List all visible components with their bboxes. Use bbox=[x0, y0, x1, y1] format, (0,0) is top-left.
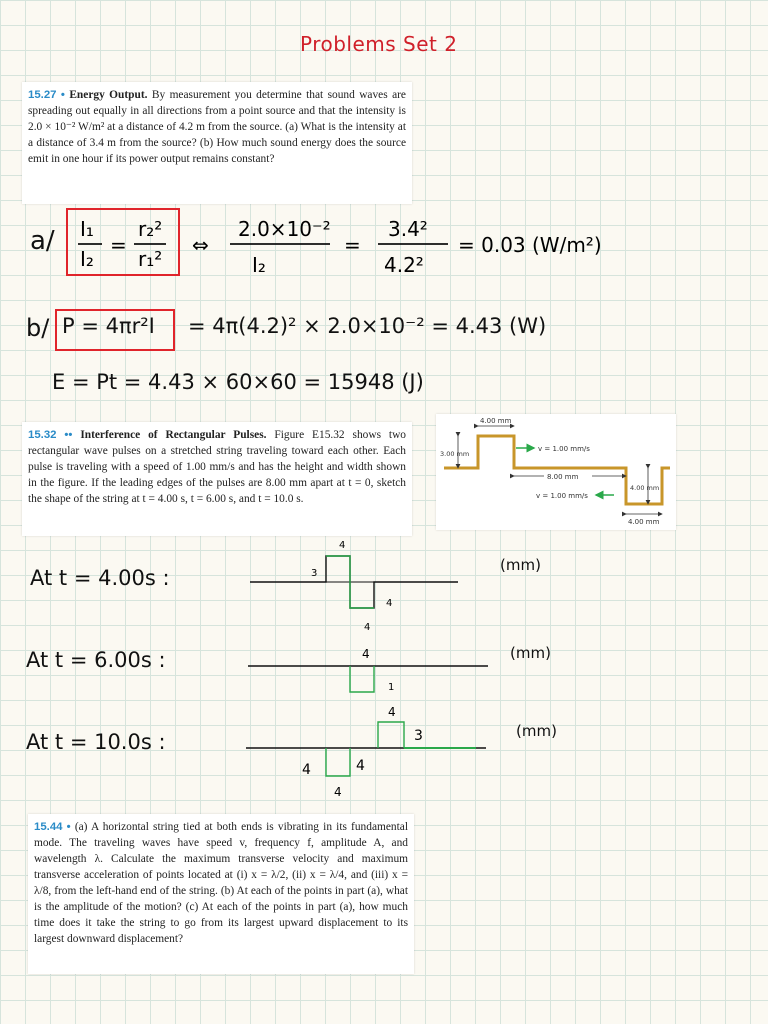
energy-calculation: E = Pt = 4.43 × 60×60 = 15948 (J) bbox=[52, 370, 424, 394]
problem-number: 15.32 bbox=[28, 429, 57, 441]
problem-number: 15.44 bbox=[34, 821, 63, 833]
width-mark: 4 bbox=[364, 622, 371, 633]
height-right-label: 4.00 mm bbox=[630, 484, 660, 492]
equals-sign: = bbox=[110, 233, 127, 257]
numerator-right: 3.4² bbox=[388, 217, 428, 241]
problem-title: Energy Output. bbox=[69, 89, 148, 101]
height-mark: 1 bbox=[388, 682, 395, 693]
height-mark: 4 bbox=[386, 598, 393, 609]
problem-15-32-card bbox=[22, 422, 412, 536]
problem-number: 15.27 bbox=[28, 89, 57, 101]
problem-body: By measurement you determine that sound waves are spreading out equally in all directions from a point source and that the intensity is 2.0 × 10⁻² W/m² at a distance of 4.2 m from the source. (a) What is the intensity at a distance of 3.4 m from the source? (b) How much sound energy does the source emit in one hour if its power output remains constant? bbox=[28, 89, 406, 165]
power-calculation: = 4π(4.2)² × 2.0×10⁻² = 4.43 (W) bbox=[188, 314, 547, 338]
r2-squared-text: r₂² bbox=[138, 217, 163, 241]
sketch-t10-label: At t = 10.0s : bbox=[26, 730, 166, 754]
i2-text: I₂ bbox=[80, 247, 94, 271]
width-mark: 4 bbox=[388, 705, 396, 719]
problem-15-32-text bbox=[28, 427, 406, 507]
figure-e15-32 bbox=[436, 414, 676, 530]
difficulty-bullets: • bbox=[60, 89, 65, 101]
sketch-t10-unit: (mm) bbox=[516, 722, 557, 740]
gap-label: 8.00 mm bbox=[547, 473, 579, 481]
width-top-label: 4.00 mm bbox=[480, 417, 512, 425]
sketch-t4-unit: (mm) bbox=[500, 556, 541, 574]
rectangular-pulses-figure bbox=[436, 414, 676, 530]
equals-sign: = bbox=[344, 233, 361, 257]
sketch-t6-label: At t = 6.00s : bbox=[26, 648, 166, 672]
height-mark: 4 bbox=[302, 762, 311, 778]
problem-body: (a) A horizontal string tied at both ends is vibrating in its fundamental mode. The traveling waves have speed v, frequency f, amplitude A, and wavelength λ. Calculate the maximum transverse velocity and maximum transverse acceleration of points located at (i) x = λ/2, (ii) x = λ/4, and (iii) x = λ/8, from the left-hand end of the string. (b) At each of the points in part (a), what is the amplitude of the motion? (c) At each of the points in part (a), how much time does it take the string to go from its largest upward displacement to its largest downward displacement? bbox=[34, 821, 408, 945]
difficulty-bullets: • bbox=[66, 821, 71, 833]
part-a-result: = 0.03 (W/m²) bbox=[458, 233, 602, 257]
pulse-up bbox=[326, 556, 350, 582]
i1-text: I₁ bbox=[80, 217, 94, 241]
power-formula: P = 4πr²I bbox=[62, 314, 155, 338]
part-a-equation bbox=[0, 200, 768, 290]
problem-15-27-text bbox=[28, 87, 406, 167]
pulse-down bbox=[350, 582, 374, 608]
sketch-t4 bbox=[0, 536, 768, 636]
problem-15-44-text bbox=[34, 819, 408, 947]
denominator-right: 4.2² bbox=[384, 253, 424, 277]
pulse-down bbox=[326, 748, 350, 776]
problem-body: Figure E15.32 shows two rectangular wave pulses on a stretched string traveling toward each other. Each pulse is traveling with a speed of 1.00 mm/s and has the height and width shown in the figure. If the leading edges of the pulses are 8.00 mm apart at t = 0, sketch the shape of the string at t = 4.00 s, t = 6.00 s, and t = 10.0 s. bbox=[28, 429, 406, 505]
sketch-t6-unit: (mm) bbox=[510, 644, 551, 662]
problem-15-27-card bbox=[22, 82, 412, 204]
speed-right-label: v = 1.00 mm/s bbox=[538, 445, 590, 453]
difficulty-bullets: •• bbox=[64, 429, 73, 441]
sketch-t10 bbox=[0, 700, 768, 800]
part-a-label: a/ bbox=[30, 226, 55, 256]
height-left-label: 3.00 mm bbox=[440, 450, 470, 458]
denominator-left: I₂ bbox=[252, 253, 266, 277]
width-mark: 4 bbox=[339, 540, 346, 551]
width-bottom-label: 4.00 mm bbox=[628, 518, 660, 526]
part-b-label: b/ bbox=[26, 314, 50, 342]
height-mark: 3 bbox=[311, 568, 318, 579]
sketch-t4-label: At t = 4.00s : bbox=[30, 566, 170, 590]
numerator-left: 2.0×10⁻² bbox=[238, 217, 331, 241]
pulse-residual bbox=[350, 666, 374, 692]
width-mark: 4 bbox=[362, 647, 370, 661]
equivalence-arrow: ⇔ bbox=[192, 233, 209, 257]
height-mark: 3 bbox=[414, 728, 423, 744]
height-mark: 4 bbox=[356, 758, 365, 774]
speed-left-label: v = 1.00 mm/s bbox=[536, 492, 588, 500]
page-title: Problems Set 2 bbox=[300, 32, 458, 56]
pulse-up bbox=[378, 722, 404, 748]
problem-title: Interference of Rectangular Pulses. bbox=[80, 429, 267, 441]
sketch-t6 bbox=[0, 640, 768, 700]
width-mark: 4 bbox=[334, 785, 342, 799]
problem-15-44-card bbox=[28, 814, 414, 974]
r1-squared-text: r₁² bbox=[138, 247, 163, 271]
